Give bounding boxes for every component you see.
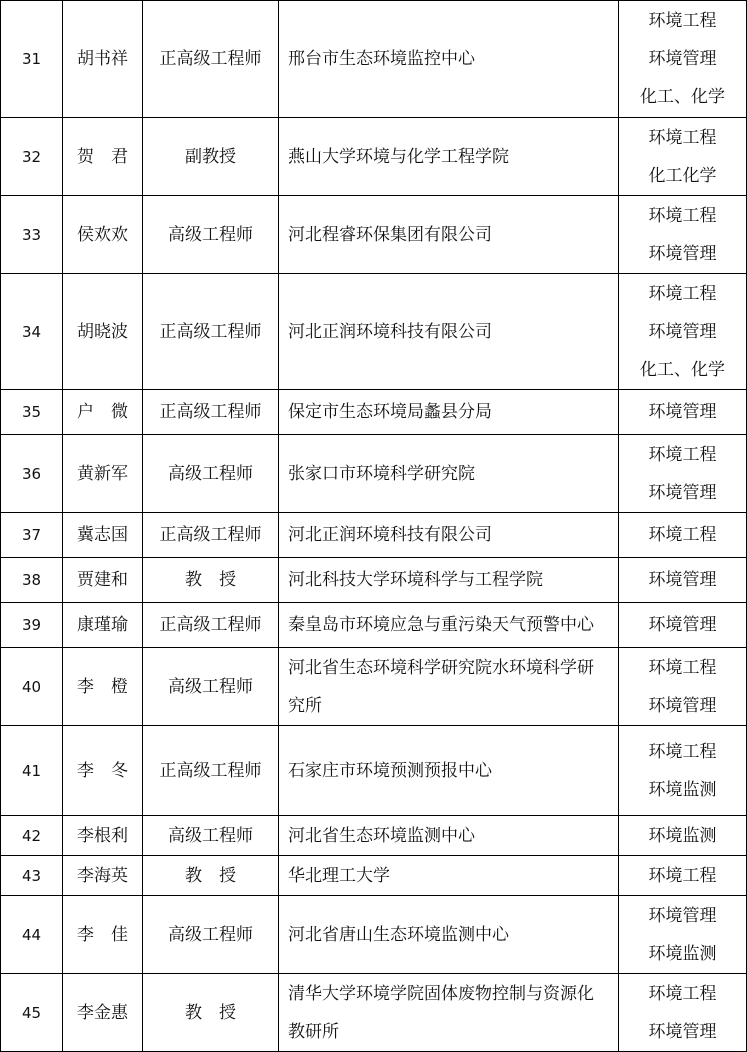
expert-title: 正高级工程师 [143,726,279,816]
organization-line: 教研所 [288,1021,339,1042]
row-number: 44 [1,896,63,974]
table-row [1,856,747,896]
specialty-item: 环境管理 [648,321,717,342]
specialty-item: 环境工程 [648,444,717,465]
organization-line: 华北理工大学 [288,865,390,886]
expert-name: 胡书祥 [63,1,143,118]
row-number: 38 [1,558,63,603]
expert-specialties [619,390,747,435]
specialty-item: 环境管理 [648,402,717,422]
expert-name: 李根利 [63,816,143,856]
organization-line: 保定市生态环境局蠡县分局 [288,402,492,422]
organization-line: 秦皇岛市环境应急与重污染天气预警中心 [288,615,594,635]
specialty-item: 环境工程 [648,865,717,886]
specialty-item: 环境监测 [648,779,717,800]
organization-line: 燕山大学环境与化学工程学院 [288,146,509,167]
expert-organization [279,390,619,435]
row-number: 36 [1,435,63,513]
organization-line: 河北省唐山生态环境监测中心 [288,924,509,945]
specialty-item: 化工、化学 [640,359,725,380]
expert-title: 高级工程师 [143,648,279,726]
expert-organization [279,896,619,974]
organization-line: 河北省生态环境科学研究院水环境科学研 [288,657,594,678]
expert-title: 正高级工程师 [143,513,279,558]
expert-specialties [619,196,747,274]
table-row [1,118,747,196]
table-row [1,274,747,390]
row-number: 39 [1,603,63,648]
row-number: 32 [1,118,63,196]
expert-organization [279,648,619,726]
table-row [1,974,747,1052]
specialty-item: 环境工程 [648,525,717,545]
expert-organization [279,435,619,513]
table-row [1,896,747,974]
specialty-item: 环境管理 [648,49,717,69]
expert-name: 李 冬 [63,726,143,816]
expert-specialties [619,896,747,974]
expert-specialties [619,274,747,390]
organization-line: 究所 [288,695,322,716]
specialty-item: 环境管理 [648,615,717,635]
expert-title: 高级工程师 [143,196,279,274]
expert-title: 正高级工程师 [143,603,279,648]
expert-organization [279,196,619,274]
expert-organization [279,974,619,1052]
specialty-item: 环境管理 [648,243,717,264]
specialty-item: 环境管理 [648,570,717,590]
expert-specialties [619,974,747,1052]
expert-organization [279,603,619,648]
expert-name: 户 微 [63,390,143,435]
organization-line: 清华大学环境学院固体废物控制与资源化 [288,983,594,1004]
table-row [1,816,747,856]
expert-title: 高级工程师 [143,896,279,974]
organization-line: 河北科技大学环境科学与工程学院 [288,570,543,590]
table-row [1,648,747,726]
expert-specialties [619,603,747,648]
specialty-item: 环境管理 [648,905,717,926]
expert-organization [279,816,619,856]
table-row [1,513,747,558]
expert-organization [279,118,619,196]
expert-title: 正高级工程师 [143,390,279,435]
specialty-item: 化工化学 [648,165,717,186]
row-number: 37 [1,513,63,558]
expert-name: 胡晓波 [63,274,143,390]
table-row [1,196,747,274]
expert-organization [279,558,619,603]
expert-specialties [619,118,747,196]
row-number: 40 [1,648,63,726]
specialty-item: 环境工程 [648,657,717,678]
expert-specialties [619,856,747,896]
expert-title: 正高级工程师 [143,1,279,118]
specialty-item: 化工、化学 [640,87,725,107]
expert-name: 黄新军 [63,435,143,513]
table-row [1,558,747,603]
table-row [1,603,747,648]
expert-name: 侯欢欢 [63,196,143,274]
table-row [1,1,747,118]
row-number: 33 [1,196,63,274]
specialty-item: 环境管理 [648,1021,717,1042]
expert-name: 李海英 [63,856,143,896]
row-number: 31 [1,1,63,118]
row-number: 41 [1,726,63,816]
specialty-item: 环境监测 [648,825,717,846]
row-number: 35 [1,390,63,435]
table-row [1,390,747,435]
expert-specialties [619,513,747,558]
expert-table-body [1,1,747,1052]
expert-organization [279,513,619,558]
expert-specialties [619,726,747,816]
expert-name: 李 佳 [63,896,143,974]
expert-name: 冀志国 [63,513,143,558]
specialty-item: 环境管理 [648,482,717,503]
expert-name: 李金惠 [63,974,143,1052]
organization-line: 邢台市生态环境监控中心 [288,49,475,69]
expert-specialties [619,558,747,603]
organization-line: 河北正润环境科技有限公司 [288,321,492,342]
row-number: 45 [1,974,63,1052]
expert-specialties [619,435,747,513]
expert-name: 贾建和 [63,558,143,603]
expert-title: 教 授 [143,558,279,603]
expert-organization [279,274,619,390]
expert-organization [279,726,619,816]
expert-name: 康瑾瑜 [63,603,143,648]
organization-line: 石家庄市环境预测预报中心 [288,760,492,781]
expert-specialties [619,1,747,118]
expert-specialties [619,816,747,856]
specialty-item: 环境工程 [648,741,717,762]
specialty-item: 环境管理 [648,695,717,716]
table-row [1,435,747,513]
expert-specialties [619,648,747,726]
specialty-item: 环境工程 [648,205,717,226]
organization-line: 河北省生态环境监测中心 [288,825,475,846]
specialty-item: 环境监测 [648,943,717,964]
table-row [1,726,747,816]
organization-line: 河北程睿环保集团有限公司 [288,224,492,245]
expert-title: 副教授 [143,118,279,196]
specialty-item: 环境工程 [648,127,717,148]
expert-title: 教 授 [143,974,279,1052]
expert-title: 高级工程师 [143,435,279,513]
expert-title: 高级工程师 [143,816,279,856]
expert-title: 教 授 [143,856,279,896]
expert-organization [279,1,619,118]
expert-title: 正高级工程师 [143,274,279,390]
row-number: 34 [1,274,63,390]
expert-name: 贺 君 [63,118,143,196]
organization-line: 河北正润环境科技有限公司 [288,525,492,545]
specialty-item: 环境工程 [648,283,717,304]
row-number: 43 [1,856,63,896]
row-number: 42 [1,816,63,856]
specialty-item: 环境工程 [648,11,717,31]
expert-organization [279,856,619,896]
expert-name: 李 橙 [63,648,143,726]
specialty-item: 环境工程 [648,983,717,1004]
organization-line: 张家口市环境科学研究院 [288,463,475,484]
